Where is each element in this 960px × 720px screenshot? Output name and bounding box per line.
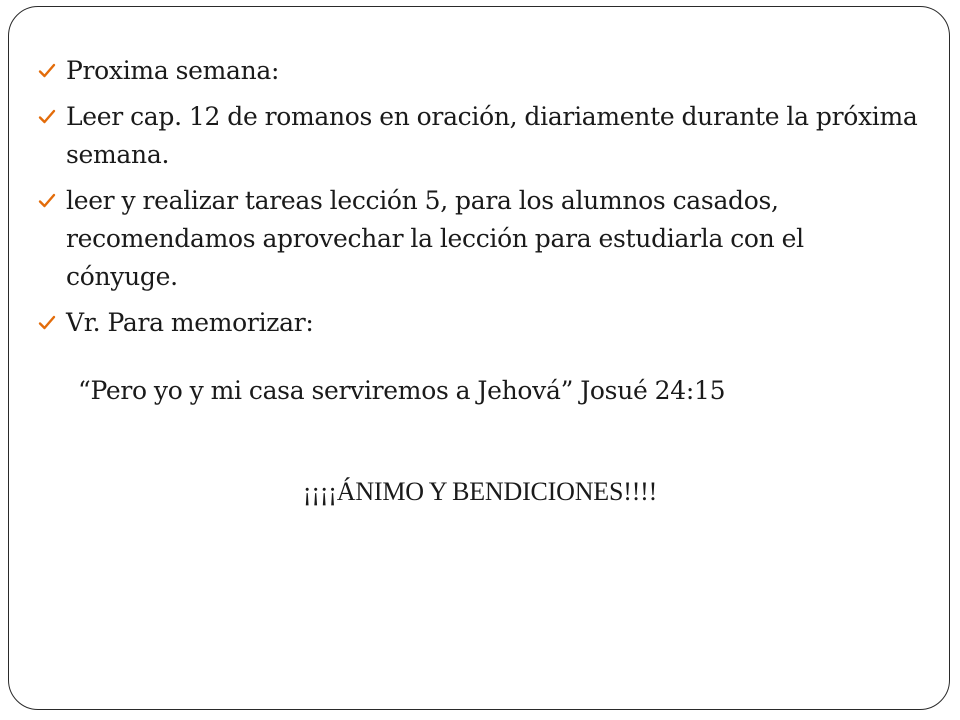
memory-verse-quote: “Pero yo y mi casa serviremos a Jehová” Josué 24:15	[78, 376, 726, 405]
check-icon	[38, 108, 56, 126]
list-item	[38, 98, 918, 174]
list-item	[38, 304, 918, 342]
list-item	[38, 52, 918, 90]
bullet-text: Proxima semana:	[66, 56, 280, 85]
bullet-text: leer y realizar tareas lección 5, para los alumnos casados, recomendamos aprovechar la lección para estudiarla con el cónyuge.	[66, 186, 804, 291]
bullet-text: Vr. Para memorizar:	[66, 308, 314, 337]
check-icon	[38, 314, 56, 332]
list-item	[38, 182, 918, 296]
check-icon	[38, 192, 56, 210]
bullet-text: Leer cap. 12 de romanos en oración, diariamente durante la próxima semana.	[66, 102, 918, 169]
closing-message: ¡¡¡¡ÁNIMO Y BENDICIONES!!!!	[302, 477, 658, 506]
bullet-list	[38, 52, 918, 350]
check-icon	[38, 62, 56, 80]
